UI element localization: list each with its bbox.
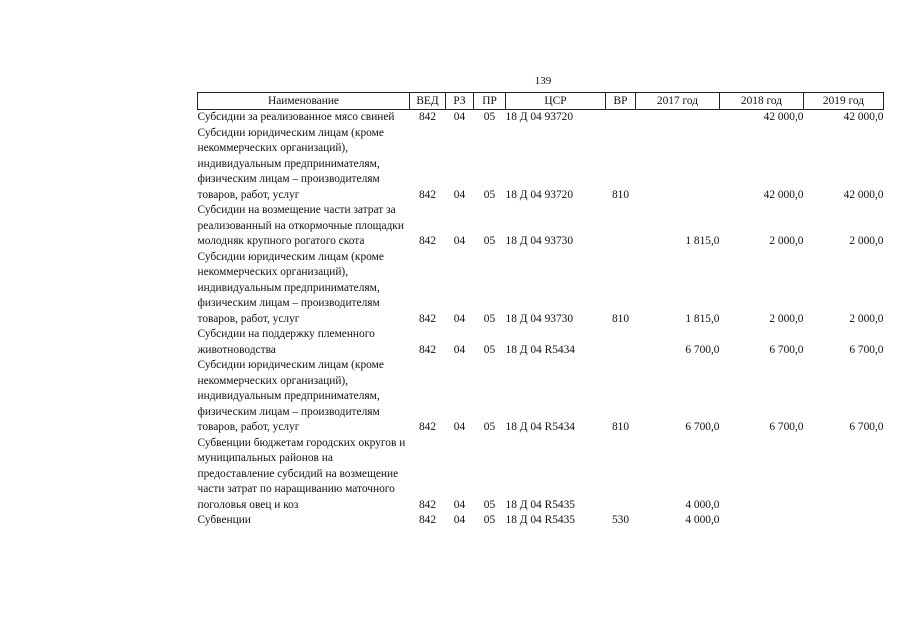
- table-row: [198, 250, 884, 328]
- table-row: [198, 358, 884, 436]
- table-row: [198, 126, 884, 204]
- cell-2017: 4 000,0: [685, 498, 720, 511]
- cell-pr: 05: [483, 421, 496, 433]
- cell-csr: 18 Д 04 93720: [505, 188, 574, 201]
- cell-csr: 18 Д 04 93720: [505, 111, 574, 123]
- cell-rz: 04: [453, 343, 466, 356]
- cell-csr: 18 Д 04 R5434: [505, 343, 575, 356]
- cell-rz: 04: [453, 498, 466, 511]
- cell-csr: 18 Д 04 93730: [505, 235, 574, 247]
- table-row: [198, 327, 884, 358]
- cell-ved: 842: [418, 421, 437, 433]
- cell-vr: 810: [611, 312, 630, 325]
- table-row: [198, 203, 884, 250]
- cell-2018: [720, 436, 804, 514]
- cell-name: Субсидии юридическим лицам (кроме некоммерческих организаций), индивидуальным предпринимателям, физическим лицам – производителям товаров, работ, услуг: [197, 359, 384, 433]
- cell-csr: 18 Д 04 R5435: [505, 498, 575, 511]
- cell-pr: 05: [483, 312, 496, 325]
- cell-name: Субсидии юридическим лицам (кроме некоммерческих организаций), индивидуальным предпринимателям, физическим лицам – производителям товаров, работ, услуг: [197, 126, 384, 201]
- cell-csr: 18 Д 04 R5434: [505, 421, 575, 433]
- header-csr: ЦСР: [506, 93, 606, 110]
- cell-2019: 42 000,0: [843, 111, 884, 123]
- cell-rz: 04: [453, 421, 466, 433]
- cell-2019: [804, 513, 884, 529]
- cell-2017: 4 000,0: [685, 514, 720, 526]
- header-ved: ВЕД: [410, 93, 446, 110]
- cell-pr: 05: [483, 498, 496, 511]
- cell-name: Субсидии на поддержку племенного животноводства: [197, 328, 375, 356]
- cell-vr: 530: [611, 514, 630, 526]
- table-row: [198, 110, 884, 126]
- cell-2019: [804, 436, 884, 514]
- cell-2018: 6 700,0: [769, 421, 804, 433]
- cell-ved: 842: [418, 235, 437, 247]
- cell-2017: 1 815,0: [685, 235, 720, 247]
- cell-name: Субвенции: [197, 514, 251, 526]
- cell-2017: [636, 126, 720, 204]
- header-2019: 2019 год: [804, 93, 884, 110]
- cell-pr: 05: [483, 111, 496, 123]
- cell-2019: 2 000,0: [849, 312, 884, 325]
- cell-rz: 04: [453, 188, 466, 201]
- cell-2018: 42 000,0: [763, 111, 804, 123]
- header-name: Наименование: [198, 93, 410, 110]
- cell-rz: 04: [453, 514, 466, 526]
- cell-pr: 05: [483, 514, 496, 526]
- cell-2018: 42 000,0: [763, 188, 804, 201]
- cell-2017: 6 700,0: [685, 343, 720, 356]
- cell-ved: 842: [418, 188, 437, 201]
- cell-rz: 04: [453, 312, 466, 325]
- table-row: [198, 513, 884, 529]
- cell-name: Субсидии на возмещение части затрат за реализованный на откормочные площадки молодняк крупного рогатого скота: [197, 204, 404, 247]
- cell-2019: 6 700,0: [849, 343, 884, 356]
- cell-name: Субсидии юридическим лицам (кроме некоммерческих организаций), индивидуальным предпринимателям, физическим лицам – производителям товаров, работ, услуг: [197, 250, 384, 325]
- cell-ved: 842: [418, 111, 437, 123]
- cell-2019: 42 000,0: [843, 188, 884, 201]
- table-header: [198, 93, 884, 110]
- cell-2018: 6 700,0: [769, 343, 804, 356]
- cell-name: Субсидии за реализованное мясо свиней: [197, 111, 395, 123]
- cell-ved: 842: [418, 498, 437, 511]
- header-2017: 2017 год: [636, 93, 720, 110]
- table-row: [198, 436, 884, 514]
- cell-2019: 6 700,0: [849, 421, 884, 433]
- header-rz: РЗ: [446, 93, 474, 110]
- cell-vr: [606, 436, 636, 514]
- cell-pr: 05: [483, 343, 496, 356]
- header-row: [198, 93, 884, 110]
- cell-csr: 18 Д 04 93730: [505, 312, 574, 325]
- cell-ved: 842: [418, 312, 437, 325]
- cell-pr: 05: [483, 235, 496, 247]
- cell-vr: 810: [611, 188, 630, 201]
- cell-name: Субвенции бюджетам городских округов и муниципальных районов на предоставление субсидий на возмещение части затрат по наращиванию маточного поголовья овец и коз: [197, 436, 406, 511]
- cell-2018: 2 000,0: [769, 235, 804, 247]
- header-vr: ВР: [606, 93, 636, 110]
- page-number: 139: [534, 75, 552, 87]
- cell-vr: [606, 110, 636, 126]
- cell-csr: 18 Д 04 R5435: [505, 514, 575, 526]
- cell-2018: 2 000,0: [769, 312, 804, 325]
- cell-ved: 842: [418, 343, 437, 356]
- cell-vr: [606, 203, 636, 250]
- cell-2019: 2 000,0: [849, 235, 884, 247]
- header-2018: 2018 год: [720, 93, 804, 110]
- cell-rz: 04: [453, 111, 466, 123]
- cell-vr: [606, 327, 636, 358]
- cell-2018: [720, 513, 804, 529]
- cell-vr: 810: [611, 421, 630, 433]
- cell-2017: 6 700,0: [685, 421, 720, 433]
- header-pr: ПР: [474, 93, 506, 110]
- cell-pr: 05: [483, 188, 496, 201]
- table-body: [198, 110, 884, 529]
- cell-2017: 1 815,0: [685, 312, 720, 325]
- cell-2017: [636, 110, 720, 126]
- cell-ved: 842: [418, 514, 437, 526]
- cell-rz: 04: [453, 235, 466, 247]
- budget-table: [197, 92, 884, 529]
